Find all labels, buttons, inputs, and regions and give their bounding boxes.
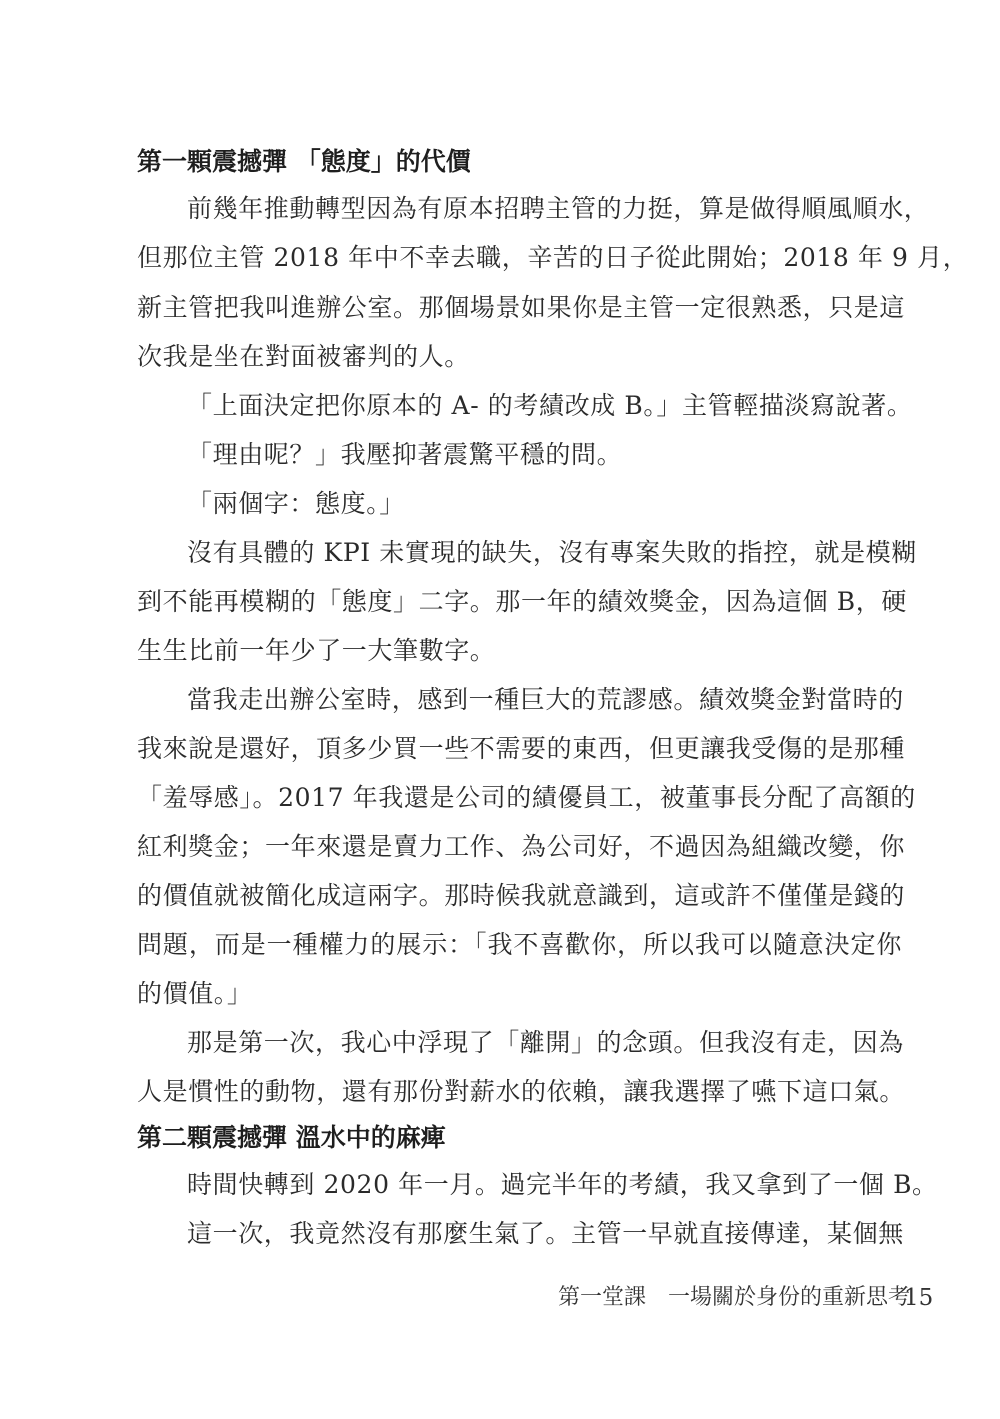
paragraph-line: 生生比前一年少了一大筆數字。 xyxy=(137,636,496,665)
paragraph-line: 的價值就被簡化成這兩字。那時候我就意識到，這或許不僅僅是錢的 xyxy=(137,881,906,910)
page-number: 15 xyxy=(904,1285,934,1311)
dialogue-line: 「兩個字：態度。」 xyxy=(187,489,405,518)
paragraph-line: 人是慣性的動物，還有那份對薪水的依賴，讓我選擇了嚥下這口氣。 xyxy=(137,1077,906,1106)
paragraph-line: 的價值。」 xyxy=(137,979,253,1008)
section-heading-1: 第一顆震撼彈 「態度」的代價 xyxy=(137,147,471,176)
paragraph-line: 當我走出辦公室時，感到一種巨大的荒謬感。績效獎金對當時的 xyxy=(187,685,904,714)
paragraph-line: 沒有具體的 KPI 未實現的缺失，沒有專案失敗的指控，就是模糊 xyxy=(187,538,917,567)
paragraph-line: 時間快轉到 2020 年一月。過完半年的考績，我又拿到了一個 B。 xyxy=(187,1170,938,1199)
running-footer-chapter-title: 第一堂課 一場關於身份的重新思考 xyxy=(558,1285,911,1310)
paragraph-line: 問題，而是一種權力的展示：「我不喜歡你，所以我可以隨意決定你 xyxy=(137,930,902,959)
dialogue-line: 「上面決定把你原本的 A- 的考績改成 B。」主管輕描淡寫說著。 xyxy=(187,391,913,420)
paragraph-line: 新主管把我叫進辦公室。那個場景如果你是主管一定很熟悉，只是這 xyxy=(137,293,906,322)
paragraph-line: 這一次，我竟然沒有那麼生氣了。主管一早就直接傳達，某個無 xyxy=(187,1219,904,1248)
paragraph-line: 我來說是還好，頂多少買一些不需要的東西，但更讓我受傷的是那種 xyxy=(137,734,906,763)
paragraph-line: 到不能再模糊的「態度」二字。那一年的績效獎金，因為這個 B，硬 xyxy=(137,587,907,616)
section-heading-2: 第二顆震撼彈 溫水中的麻痺 xyxy=(137,1123,446,1152)
paragraph-line: 紅利獎金；一年來還是賣力工作、為公司好，不過因為組織改變，你 xyxy=(137,832,906,861)
dialogue-line: 「理由呢？」我壓抑著震驚平穩的問。 xyxy=(187,440,623,469)
paragraph-line: 前幾年推動轉型因為有原本招聘主管的力挺，算是做得順風順水， xyxy=(187,194,930,223)
paragraph-line: 「羞辱感」。2017 年我還是公司的績優員工，被董事長分配了高額的 xyxy=(137,783,916,812)
paragraph-line: 但那位主管 2018 年中不幸去職，辛苦的日子從此開始；2018 年 9 月， xyxy=(137,243,969,272)
paragraph-line: 那是第一次，我心中浮現了「離開」的念頭。但我沒有走，因為 xyxy=(187,1028,904,1057)
paragraph-line: 次我是坐在對面被審判的人。 xyxy=(137,342,470,371)
